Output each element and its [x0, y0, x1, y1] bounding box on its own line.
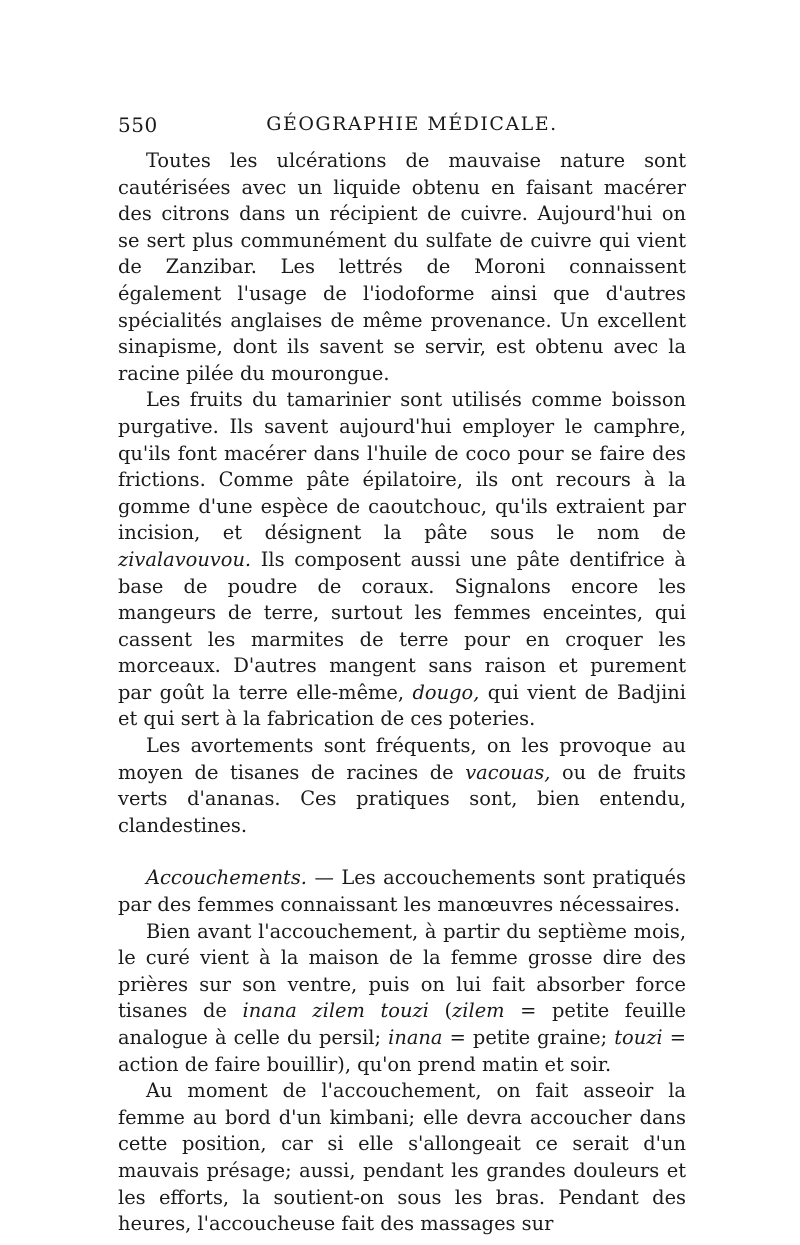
text-run: = petite graine;	[449, 1026, 608, 1049]
page-header	[118, 113, 686, 141]
text-run: ou de fruits verts d'ananas. Ces pratiques sont, bien entendu, clandestines.	[118, 760, 686, 837]
italic-term: vacouas,	[465, 760, 551, 784]
italic-term: inana	[388, 1026, 443, 1049]
italic-term: zilem	[452, 999, 505, 1023]
text-run: Les fruits du tamarinier sont utilisés comme boisson purgative. Ils savent aujourd'hui employer le camphre, qu'ils font macérer dans l'huile de coco pour se faire des frictions. Comme pâte épilatoire, ils ont recours à la gomme d'une espèce de caoutchouc, qu'ils extraient par incision, et désignent la pâte sous le nom de	[118, 388, 686, 545]
section-heading: Accouchements.	[146, 866, 307, 890]
paragraph-accouchements	[118, 865, 686, 918]
body-text	[118, 148, 686, 1238]
text-run: = action de faire bouillir), qu'on prend matin et soir.	[118, 1026, 686, 1076]
paragraph-tamarinier	[118, 387, 686, 733]
text-run: — Les accouchements sont pratiqués par des femmes connaissant les manœuvres nécessaires.	[118, 866, 686, 917]
text-run: qui vient de Badjini et qui sert à la fabrication de ces poteries.	[118, 680, 686, 731]
paragraph-avant-accouchement	[118, 919, 686, 1079]
paragraph-moment-accouchement: Au moment de l'accouchement, on fait asseoir la femme au bord d'un kimbani; elle devra accoucher dans cette position, car si elle s'allongeait ce serait d'un mauvais présage; aussi, pendant les grandes douleurs et les efforts, la soutient-on sous les bras. Pendant des heures, l'accoucheuse fait des massages sur	[118, 1079, 686, 1236]
page-number: 550	[118, 113, 158, 137]
paragraph-avortements	[118, 733, 686, 839]
italic-term: zivalavouvou.	[118, 547, 252, 571]
text-run: Bien avant l'accouchement, à partir du septième mois, le curé vient à la maison de la femme grosse dire des prières sur son ventre, puis on lui fait absorber force tisanes de	[118, 919, 686, 1023]
italic-term: touzi	[614, 1026, 663, 1049]
paragraph-ulcerations: Toutes les ulcérations de mauvaise nature sont cautérisées avec un liquide obtenu en faisant macérer des citrons dans un récipient de cuivre. Aujourd'hui on se sert plus communément du sulfate de cuivre qui vient de Zanzibar. Les lettrés de Moroni connaissent également l'usage de l'iodoforme ainsi que d'autres spécialités anglaises de même provenance. Un excellent sinapisme, dont ils savent se servir, est obtenu avec la racine pilée du mourongue.	[118, 149, 686, 385]
italic-term: inana zilem touzi	[242, 999, 429, 1023]
text-run: = petite feuille analogue à celle du persil;	[118, 999, 686, 1049]
text-run: Ils composent aussi une pâte dentifrice à base de poudre de coraux. Signalons encore les mangeurs de terre, surtout les femmes enceintes, qui cassent les marmites de terre pour en croquer les morceaux. D'autres mangent sans raison et purement par goût la terre elle-même,	[118, 547, 686, 704]
text-run: Les avortements sont fréquents, on les provoque au moyen de tisanes de racines de	[118, 734, 686, 784]
text-run: (	[444, 999, 453, 1023]
running-title: GÉOGRAPHIE MÉDICALE.	[266, 113, 558, 135]
italic-term: dougo,	[412, 680, 480, 704]
